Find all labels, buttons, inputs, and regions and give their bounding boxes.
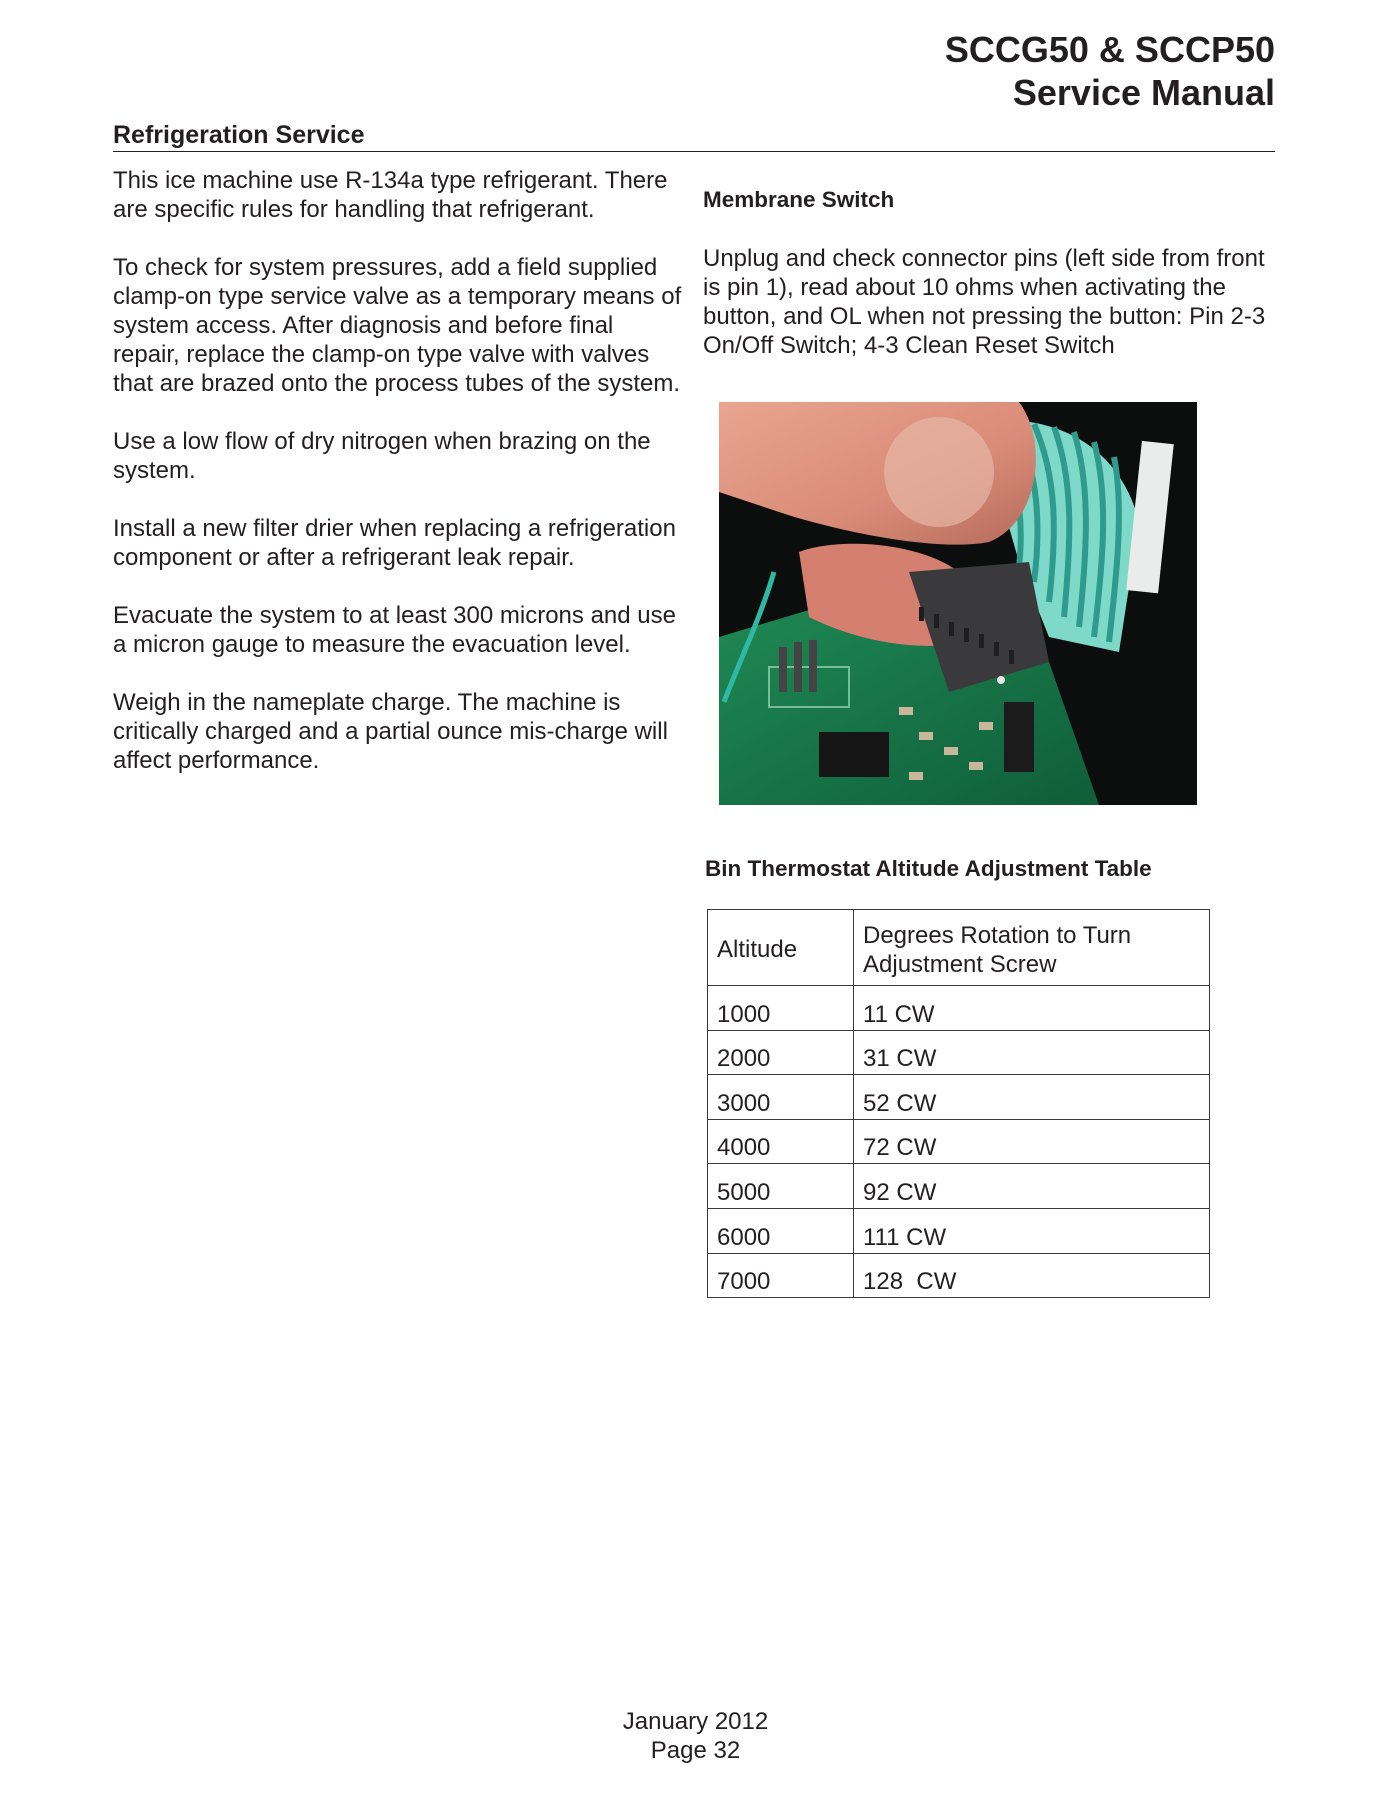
altitude-cell: 7000 [708, 1253, 854, 1298]
rotation-cell: 52 CW [854, 1075, 1210, 1120]
altitude-cell: 1000 [708, 986, 854, 1031]
altitude-cell: 6000 [708, 1208, 854, 1253]
rotation-cell: 128 CW [854, 1253, 1210, 1298]
left-column [113, 166, 683, 804]
document-title-line1: SCCG50 & SCCP50 [944, 29, 1275, 70]
paragraph-refrigerant-type: This ice machine use R-134a type refrigerant. There are specific rules for handling that refrigerant. [113, 167, 668, 223]
section-divider [113, 151, 1275, 152]
table-row [708, 1075, 1210, 1120]
paragraph-nitrogen: Use a low flow of dry nitrogen when brazing on the system. [113, 428, 651, 484]
rotation-cell: 31 CW [854, 1030, 1210, 1075]
altitude-cell: 5000 [708, 1164, 854, 1209]
document-title [945, 28, 1275, 114]
page-footer [0, 1707, 1391, 1765]
footer-page-number: Page 32 [650, 1737, 741, 1764]
column-header-degrees-rotation: Degrees Rotation to Turn Adjustment Screw [854, 910, 1210, 986]
table-row [708, 1030, 1210, 1075]
rotation-cell: 111 CW [854, 1208, 1210, 1253]
table-row [708, 1253, 1210, 1298]
table-row [708, 1119, 1210, 1164]
footer-date: January 2012 [622, 1708, 769, 1735]
altitude-table-heading: Bin Thermostat Altitude Adjustment Table [705, 856, 1152, 881]
column-header-altitude: Altitude [708, 910, 854, 986]
altitude-cell: 4000 [708, 1119, 854, 1164]
rotation-cell: 11 CW [854, 986, 1210, 1031]
paragraph-filter-drier: Install a new filter drier when replacing a refrigeration component or after a refrigerant leak repair. [113, 515, 676, 571]
altitude-cell: 2000 [708, 1030, 854, 1075]
table-header-row [708, 910, 1210, 986]
membrane-switch-heading: Membrane Switch [703, 187, 895, 212]
table-row [708, 1164, 1210, 1209]
altitude-cell: 3000 [708, 1075, 854, 1120]
membrane-switch-photo [719, 402, 1197, 805]
rotation-cell: 92 CW [854, 1164, 1210, 1209]
section-heading: Refrigeration Service [113, 121, 365, 149]
rotation-cell: 72 CW [854, 1119, 1210, 1164]
membrane-switch-paragraph: Unplug and check connector pins (left side from front is pin 1), read about 10 ohms when activating the button, and OL when not pressing the button: Pin 2-3 On/Off Switch; 4-3 Clean Reset Switch [703, 245, 1266, 359]
table-row [708, 1208, 1210, 1253]
document-title-line2: Service Manual [1012, 72, 1275, 113]
table-row [708, 986, 1210, 1031]
altitude-adjustment-table [707, 909, 1210, 1298]
paragraph-system-pressures: To check for system pressures, add a field supplied clamp-on type service valve as a temporary means of system access. After diagnosis and before final repair, replace the clamp-on type valve with valves that are brazed onto the process tubes of the system. [113, 254, 682, 397]
paragraph-charge: Weigh in the nameplate charge. The machine is critically charged and a partial ounce mis-charge will affect performance. [113, 689, 668, 774]
paragraph-evacuate: Evacuate the system to at least 300 microns and use a micron gauge to measure the evacuation level. [113, 602, 676, 658]
